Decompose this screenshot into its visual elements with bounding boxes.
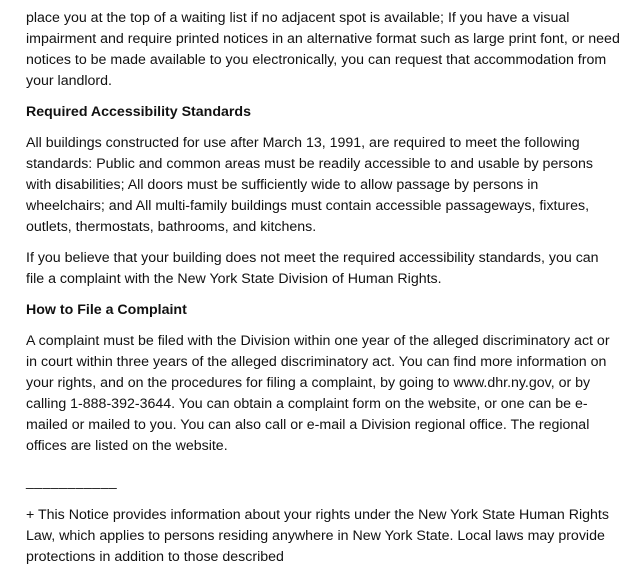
file-complaint-heading: How to File a Complaint [26, 302, 187, 318]
complaint-eligibility-paragraph: If you believe that your building does not meet the required accessibility standards, you can file a complaint with the New York State Division of Human Rights. [26, 250, 599, 287]
file-complaint-paragraph: A complaint must be filed with the Division within one year of the alleged discriminatory act or in court within three years of the alleged discriminatory act. You can find more information on your rights, and on the procedures for filing a complaint, by going to www.dhr.ny.gov, or by calling 1-888-392-3644. You can obtain a complaint form on the website, or one can be e-mailed or mailed to you. You can also call or e-mail a Division regional office. The regional offices are listed on the website. [26, 333, 610, 454]
footnote-paragraph: + This Notice provides information about your rights under the New York State Human Rights Law, which applies to persons residing anywhere in New York State. Local laws may provide protections in addition to those described [26, 507, 609, 565]
footnote-separator: ___________ [26, 473, 118, 489]
accessibility-standards-paragraph: All buildings constructed for use after March 13, 1991, are required to meet the following standards: Public and common areas must be readily accessible to and usable by persons with disabilities; All doors must be sufficiently wide to allow passage by persons in wheelchairs; and All multi-family buildings must contain accessible passageways, fixtures, outlets, thermostats, bathrooms, and kitchens. [26, 135, 594, 235]
intro-paragraph: place you at the top of a waiting list if no adjacent spot is available; If you have a visual impairment and require printed notices in an alternative format such as large print font, or need notices to be made available to you electronically, you can request that accommodation from your landlord. [26, 10, 620, 89]
accessibility-standards-heading: Required Accessibility Standards [26, 104, 251, 120]
